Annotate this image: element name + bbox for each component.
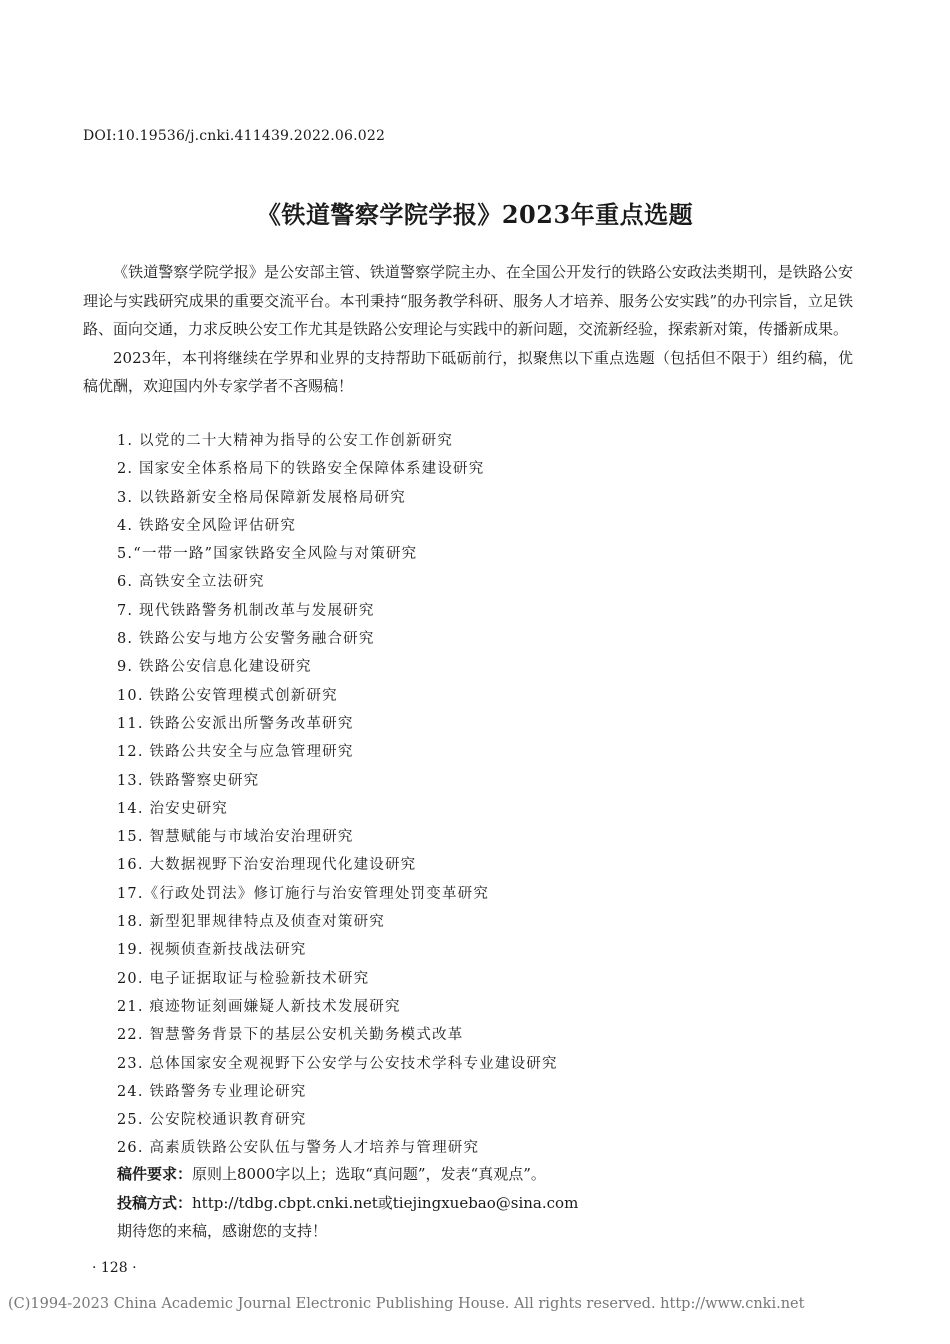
intro-paragraph-1: 《铁道警察学院学报》是公安部主管、铁道警察学院主办、在全国公开发行的铁路公安政法类期刊，是铁路公安理论与实践研究成果的重要交流平台。本刊秉持“服务教学科研、服务人才培养、服务公安实践”的办刊宗旨，立足铁路、面向交通，力求反映公安工作尤其是铁路公安理论与实践中的新问题，交流新经验，探索新对策，传播新成果。 [83,263,853,338]
intro-section [83,258,853,401]
copyright-notice: (C)1994-2023 China Academic Journal Electronic Publishing House. All rights reserved. http://www.cnki.net [8,1296,805,1312]
topic-item: 12. 铁路公共安全与应急管理研究 [117,744,354,761]
topic-item: 25. 公安院校通识教育研究 [117,1112,307,1129]
topic-item: 8. 铁路公安与地方公安警务融合研究 [117,631,375,648]
topic-item: 1. 以党的二十大精神为指导的公安工作创新研究 [117,433,454,449]
topic-item: 24. 铁路警务专业理论研究 [117,1083,307,1100]
article-title: 《铁道警察学院学报》2023年重点选题 [256,200,694,229]
topic-item: 11. 铁路公安派出所警务改革研究 [117,715,354,732]
topic-item: 5.“一带一路”国家铁路安全风险与对策研究 [117,546,418,563]
topic-list [117,427,558,1163]
topic-item: 23. 总体国家安全观视野下公安学与公安技术学科专业建设研究 [117,1055,558,1072]
topic-item: 13. 铁路警察史研究 [117,772,260,789]
topic-item: 26. 高素质铁路公安队伍与警务人才培养与管理研究 [117,1140,480,1157]
topic-item: 4. 铁路安全风险评估研究 [117,517,297,534]
requirements-text: 原则上8000字以上；选取“真问题”，发表“真观点”。 [192,1165,546,1183]
topic-item: 9. 铁路公安信息化建设研究 [117,659,312,676]
topic-item: 7. 现代铁路警务机制改革与发展研究 [117,602,375,619]
topic-item: 20. 电子证据取证与检验新技术研究 [117,970,370,987]
intro-paragraph-2: 2023年，本刊将继续在学界和业界的支持帮助下砥砺前行，拟聚焦以下重点选题（包括但不限于）组约稿，优稿优酬，欢迎国内外专家学者不吝赐稿！ [83,348,853,395]
requirements-line [117,1160,578,1189]
topic-item: 2. 国家安全体系格局下的铁路安全保障体系建设研究 [117,461,485,478]
topic-item: 15. 智慧赋能与市域治安治理研究 [117,829,354,846]
topic-item: 22. 智慧警务背景下的基层公安机关勤务模式改革 [117,1027,464,1044]
topic-item: 16. 大数据视野下治安治理现代化建设研究 [117,857,417,874]
topic-item: 18. 新型犯罪规律特点及侦查对策研究 [117,914,385,931]
topic-item: 17.《行政处罚法》修订施行与治安管理处罚变革研究 [117,885,490,902]
topic-item: 10. 铁路公安管理模式创新研究 [117,687,338,704]
page-number: · 128 · [92,1260,137,1276]
topic-item: 3. 以铁路新安全格局保障新发展格局研究 [117,489,406,506]
topic-item: 19. 视频侦查新技战法研究 [117,942,307,959]
submission-info [117,1160,578,1246]
topic-item: 14. 治安史研究 [117,800,228,817]
submission-text: http://tdbg.cbpt.cnki.net或tiejingxuebao@sina.com [192,1193,579,1212]
submission-label: 投稿方式： [117,1193,193,1212]
closing-line: 期待您的来稿，感谢您的支持！ [117,1222,328,1240]
topic-item: 21. 痕迹物证刻画嫌疑人新技术发展研究 [117,998,401,1015]
topic-item: 6. 高铁安全立法研究 [117,574,265,591]
doi: DOI:10.19536/j.cnki.411439.2022.06.022 [83,128,386,144]
submission-line [117,1189,578,1218]
requirements-label: 稿件要求： [117,1165,193,1183]
